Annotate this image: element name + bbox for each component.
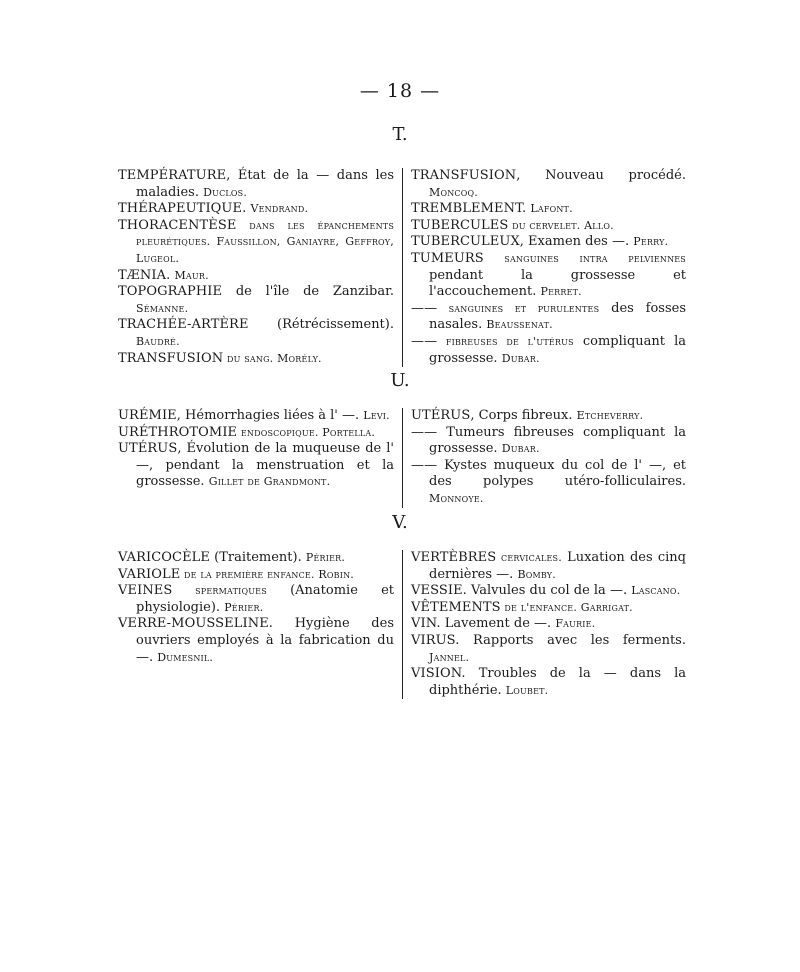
entry-author: Portella. <box>318 425 376 439</box>
entry-term: VESSIE. <box>411 583 467 599</box>
index-entry <box>118 567 394 584</box>
entry-term: TÆNIA. <box>118 267 171 283</box>
entry-text: (Traitement). <box>209 550 306 565</box>
entry-term: VERRE-MOUSSELINE. <box>118 616 274 632</box>
entry-author: Périer. <box>305 551 346 564</box>
entry-text: , Examen des —. <box>519 234 634 250</box>
entry-term: THÉRAPEUTIQUE. <box>118 201 247 217</box>
entry-author: Gillet de Grandmont. <box>208 475 331 489</box>
entry-text: (Rétrécissement). <box>248 317 394 333</box>
entry-term: TRACHÉE-ARTÈRE <box>118 317 249 333</box>
entry-small: dans les épanchements pleurétiques. <box>136 218 394 249</box>
entry-author: Perret. <box>540 285 582 299</box>
entry-text: Valvules du col de la —. <box>466 583 632 599</box>
entry-term: —— <box>411 300 438 316</box>
entry-term: —— <box>411 457 438 473</box>
index-entry <box>118 351 394 368</box>
entry-text: compliquant la grossesse. <box>429 333 686 366</box>
index-entry <box>118 425 394 442</box>
index-entry <box>118 284 394 317</box>
entry-term: UTÉRUS <box>411 408 471 423</box>
entry-term: VARICOCÈLE <box>118 550 210 565</box>
entry-author: Dubar. <box>501 351 540 365</box>
entry-author: Levi. <box>363 409 390 422</box>
entry-text: , Corps fibreux. <box>470 408 577 423</box>
entry-term: TUMEURS <box>411 250 484 266</box>
entry-author: Loubet. <box>505 683 549 697</box>
entry-small: de l'enfance. <box>500 600 578 614</box>
entry-text: , Hémorrhagies liées à l' —. <box>176 408 364 423</box>
section-letter-u: U. <box>390 370 410 391</box>
entry-text: Kystes muqueux du col de l' —, et des polypes utéro-folliculaires. <box>429 457 686 490</box>
index-entry <box>411 251 686 301</box>
entry-author: Vendrand. <box>250 202 309 216</box>
entry-text: Lavement de —. <box>440 616 556 632</box>
entry-small: sanguines et purulentes <box>437 301 600 315</box>
entry-author: Duclos. <box>203 185 248 199</box>
entry-text: Hygiène des ouvriers employés à la fabrication du —. <box>136 616 394 665</box>
entry-author: Faurie. <box>555 617 596 631</box>
index-entry <box>411 301 686 334</box>
entry-term: TRANSFUSION <box>118 350 224 366</box>
section-t-left-column <box>118 168 402 367</box>
entry-author: Bomby. <box>517 567 556 581</box>
entry-term: —— <box>411 424 438 440</box>
section-v <box>118 550 686 699</box>
entry-author: Maur. <box>174 268 209 282</box>
index-entry <box>411 458 686 508</box>
entry-text: (Anatomie et physiologie). <box>136 583 394 615</box>
index-entry <box>411 550 686 583</box>
index-entry <box>118 268 394 285</box>
entry-author: Lafont. <box>530 202 573 216</box>
index-entry <box>118 550 394 567</box>
entry-term: VÊTEMENTS <box>411 599 501 615</box>
index-entry <box>118 201 394 218</box>
section-u-right-column <box>402 408 686 508</box>
entry-text: de l'île de Zanzibar. <box>222 284 394 300</box>
entry-small: cervicales. <box>496 551 562 564</box>
section-t-right-column <box>402 168 686 367</box>
index-entry <box>118 218 394 268</box>
entry-small: sanguines intra pelviennes <box>483 251 686 265</box>
entry-author: Morély. <box>273 351 322 365</box>
index-entry <box>118 317 394 350</box>
entry-small: endoscopique. <box>237 425 319 439</box>
entry-term: VISION. <box>411 666 466 682</box>
entry-text: , Évolution de la muqueuse de l' —, pendant la menstruation et la grossesse. <box>136 441 394 490</box>
index-entry <box>118 441 394 491</box>
entry-text: Luxation des cinq dernières —. <box>429 550 686 582</box>
entry-author: Périer. <box>224 600 264 614</box>
index-entry <box>118 168 394 201</box>
index-entry <box>411 583 686 600</box>
entry-small: spermatiques <box>172 584 267 598</box>
entry-author: Robin. <box>314 567 354 581</box>
section-letter-v: V. <box>392 512 408 533</box>
entry-author: Faussillon, Ganiayre, Geffroy, Lugeol. <box>136 235 394 265</box>
entry-small: du cervelet. <box>508 218 581 232</box>
entry-term: VIN. <box>411 616 441 632</box>
entry-author: Lascano. <box>631 584 681 598</box>
entry-term: TEMPÉRATURE <box>118 168 227 183</box>
entry-term: VERTÈBRES <box>411 550 497 565</box>
entry-author: Dumesnil. <box>157 650 214 664</box>
page-number: — 18 — <box>359 80 441 102</box>
entry-term: THORACENTÈSE <box>118 217 237 233</box>
entry-small: du sang. <box>223 351 274 365</box>
entry-small: fibreuses de l'utérus <box>437 334 574 348</box>
entry-term: —— <box>411 333 438 349</box>
entry-text: Troubles de la — dans la diphthérie. <box>429 666 686 698</box>
entry-author: Perry. <box>633 235 669 249</box>
entry-author: Baudré. <box>136 334 180 348</box>
index-entry <box>411 408 686 425</box>
entry-author: Beaussenat. <box>486 318 553 332</box>
index-entry <box>411 666 686 699</box>
index-entry <box>118 408 394 425</box>
entry-author: Moncoq. <box>429 185 478 199</box>
entry-text: des fosses nasales. <box>429 300 686 333</box>
entry-author: Jannel. <box>429 650 470 664</box>
entry-term: URÉTHROTOMIE <box>118 424 238 440</box>
entry-term: TUBERCULEUX <box>411 234 520 250</box>
entry-author: Allo. <box>580 218 614 232</box>
index-entry <box>118 616 394 666</box>
entry-author: Monnoye. <box>429 491 484 505</box>
entry-term: TOPOGRAPHIE <box>118 284 223 300</box>
section-v-left-column <box>118 550 402 699</box>
entry-term: TRANSFUSION <box>411 168 517 183</box>
index-entry <box>411 425 686 458</box>
index-entry <box>411 218 686 235</box>
section-v-right-column <box>402 550 686 699</box>
entry-author: Dubar. <box>501 442 540 456</box>
entry-author: Garrigat. <box>577 600 633 614</box>
index-entry <box>411 201 686 218</box>
entry-text: Rapports avec les ferments. <box>459 632 686 648</box>
entry-author: Etcheverry. <box>576 409 644 422</box>
index-entry <box>411 234 686 251</box>
section-u-left-column <box>118 408 402 508</box>
entry-term: TREMBLEMENT. <box>411 201 527 217</box>
section-t <box>118 168 686 367</box>
entry-term: VIRUS. <box>411 632 460 648</box>
entry-small: de la première enfance. <box>180 567 315 581</box>
index-entry <box>411 633 686 666</box>
index-entry <box>118 583 394 616</box>
entry-term: URÉMIE <box>118 408 177 423</box>
entry-text: pendant la grossesse et l'accouchement. <box>429 267 686 300</box>
entry-text: , Nouveau procédé. <box>516 168 686 183</box>
entry-text: Tumeurs fibreuses compliquant la grossesse. <box>429 424 686 457</box>
entry-term: VARIOLE <box>118 566 181 582</box>
entry-author: Sémanne. <box>136 301 189 315</box>
index-entry <box>411 600 686 617</box>
index-entry <box>411 334 686 367</box>
index-entry <box>411 616 686 633</box>
index-entry <box>411 168 686 201</box>
entry-term: UTÉRUS <box>118 441 178 457</box>
entry-term: VEINES <box>118 583 173 599</box>
entry-term: TUBERCULES <box>411 217 509 233</box>
entry-text: , État de la — dans les maladies. <box>136 168 394 200</box>
section-letter-t: T. <box>392 124 408 145</box>
section-u <box>118 408 686 508</box>
